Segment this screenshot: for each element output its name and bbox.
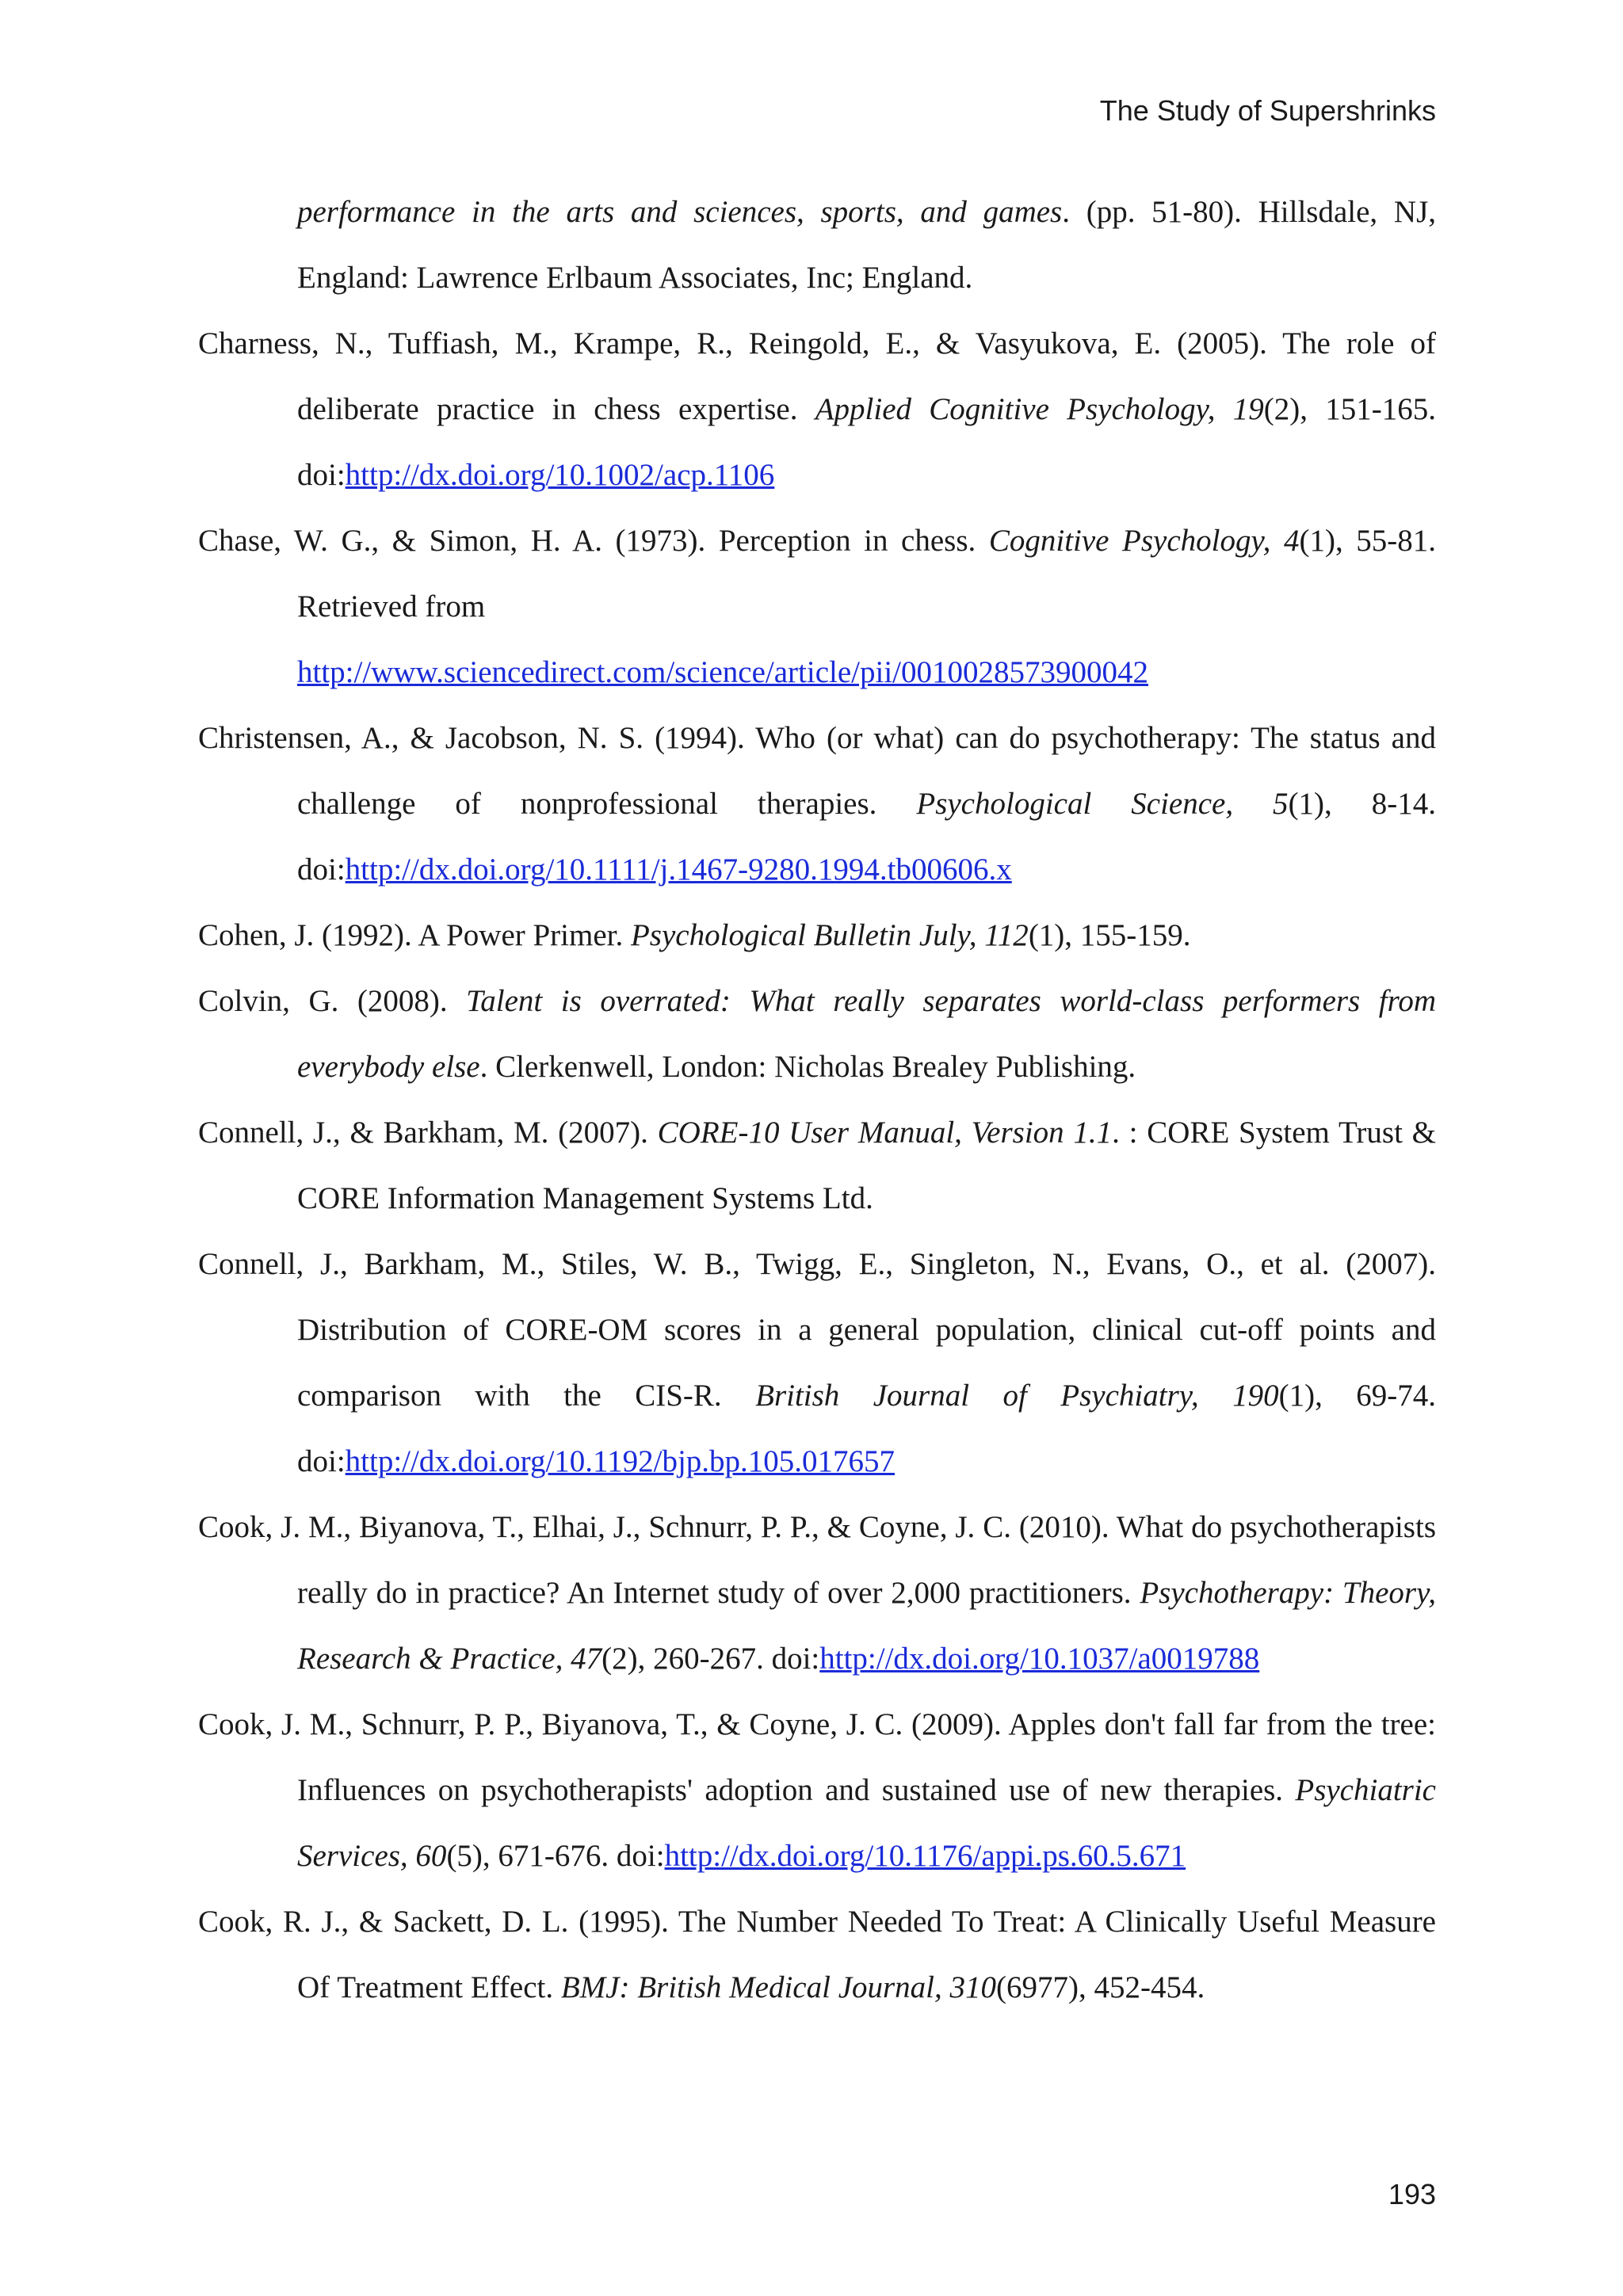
reference-entry [198, 902, 1436, 968]
reference-tail: (1), 69-74. doi: [297, 1379, 1436, 1478]
reference-entry [198, 508, 1436, 705]
reference-journal: Psychological Science, 5 [916, 787, 1289, 821]
reference-text: . (pp. 51-80). Hillsdale, NJ, England: Lawrence Erlbaum Associates, Inc; England. [297, 195, 1437, 295]
reference-tail: (2), 260-267. doi: [601, 1642, 820, 1676]
reference-authors: Connell, J., & Barkham, M. (2007). [198, 1116, 658, 1150]
doi-link[interactable]: http://dx.doi.org/10.1111/j.1467-9280.1994.tb00606.x [345, 852, 1012, 887]
reference-tail: (1), 8-14. doi: [297, 787, 1436, 887]
page-number: 193 [1388, 2178, 1436, 2210]
reference-entry [198, 705, 1436, 902]
reference-journal: Psychological Bulletin July, 112 [630, 918, 1029, 952]
reference-title: performance in the arts and sciences, sports, and games [297, 195, 1063, 229]
doi-link[interactable]: http://dx.doi.org/10.1037/a0019788 [819, 1642, 1260, 1676]
reference-entry [198, 311, 1436, 508]
reference-authors: Cook, R. J., & Sackett, D. L. (1995). The Number Needed To Treat: A Clinically Useful Measure Of Treatment Effect. [198, 1905, 1436, 2004]
reference-title: Talent is overrated: What really separates world-class performers from everybody else [297, 984, 1436, 1084]
reference-tail: (1), 55-81. Retrieved from [297, 524, 1436, 624]
reference-entry [198, 1494, 1436, 1691]
running-header: The Study of Supershrinks [1099, 94, 1436, 127]
reference-journal: BMJ: British Medical Journal, 310 [560, 1970, 997, 2004]
reference-authors: Cook, J. M., Schnurr, P. P., Biyanova, T., & Coyne, J. C. (2009). Apples don't fall far from the tree: Influences on psychotherapists' adoption and sustained use of new therapies. [198, 1707, 1436, 1807]
reference-authors: Cook, J. M., Biyanova, T., Elhai, J., Schnurr, P. P., & Coyne, J. C. (2010). What do psychotherapists really do in practice? An Internet study of over 2,000 practitioners. [198, 1510, 1436, 1610]
reference-tail: (6977), 452-454. [996, 1970, 1205, 2004]
reference-journal: Applied Cognitive Psychology, 19 [815, 392, 1264, 426]
url-link[interactable]: http://www.sciencedirect.com/science/article/pii/0010028573900042 [297, 655, 1149, 689]
reference-list [198, 179, 1436, 2020]
reference-tail: . Clerkenwell, London: Nicholas Brealey Publishing. [479, 1050, 1136, 1084]
reference-authors: Christensen, A., & Jacobson, N. S. (1994). Who (or what) can do psychotherapy: The status and challenge of nonprofessional therapies. [198, 721, 1436, 821]
reference-tail: . : CORE System Trust & CORE Information Management Systems Ltd. [297, 1116, 1436, 1215]
reference-authors: Charness, N., Tuffiash, M., Krampe, R., Reingold, E., & Vasyukova, E. (2005). The role of deliberate practice in chess expertise. [198, 326, 1436, 426]
reference-journal: Cognitive Psychology, 4 [988, 524, 1300, 558]
reference-entry [198, 1100, 1436, 1231]
reference-authors: Connell, J., Barkham, M., Stiles, W. B., Twigg, E., Singleton, N., Evans, O., et al. (2007). Distribution of CORE-OM scores in a general population, clinical cut-off points and comparison with the CIS-R. [198, 1247, 1436, 1413]
doi-link[interactable]: http://dx.doi.org/10.1192/bjp.bp.105.017657 [345, 1444, 896, 1478]
reference-entry [198, 179, 1436, 311]
reference-entry [198, 968, 1436, 1100]
reference-journal: Psychotherapy: Theory, Research & Practice, 47 [297, 1576, 1437, 1676]
reference-authors: Chase, W. G., & Simon, H. A. (1973). Perception in chess. [198, 524, 989, 558]
reference-tail: (2), 151-165. doi: [297, 392, 1436, 492]
reference-title: CORE-10 User Manual, Version 1.1 [657, 1116, 1113, 1150]
reference-authors: Colvin, G. (2008). [198, 984, 467, 1018]
doi-link[interactable]: http://dx.doi.org/10.1002/acp.1106 [345, 458, 775, 492]
reference-tail: (1), 155-159. [1028, 918, 1191, 952]
reference-tail: (5), 671-676. doi: [446, 1839, 665, 1873]
reference-entry [198, 1889, 1436, 2020]
reference-journal: British Journal of Psychiatry, 190 [755, 1379, 1279, 1413]
reference-entry [198, 1231, 1436, 1494]
reference-entry [198, 1691, 1436, 1889]
doi-link[interactable]: http://dx.doi.org/10.1176/appi.ps.60.5.671 [664, 1839, 1186, 1873]
reference-journal: Psychiatric Services, 60 [297, 1773, 1436, 1873]
reference-authors: Cohen, J. (1992). A Power Primer. [198, 918, 631, 952]
